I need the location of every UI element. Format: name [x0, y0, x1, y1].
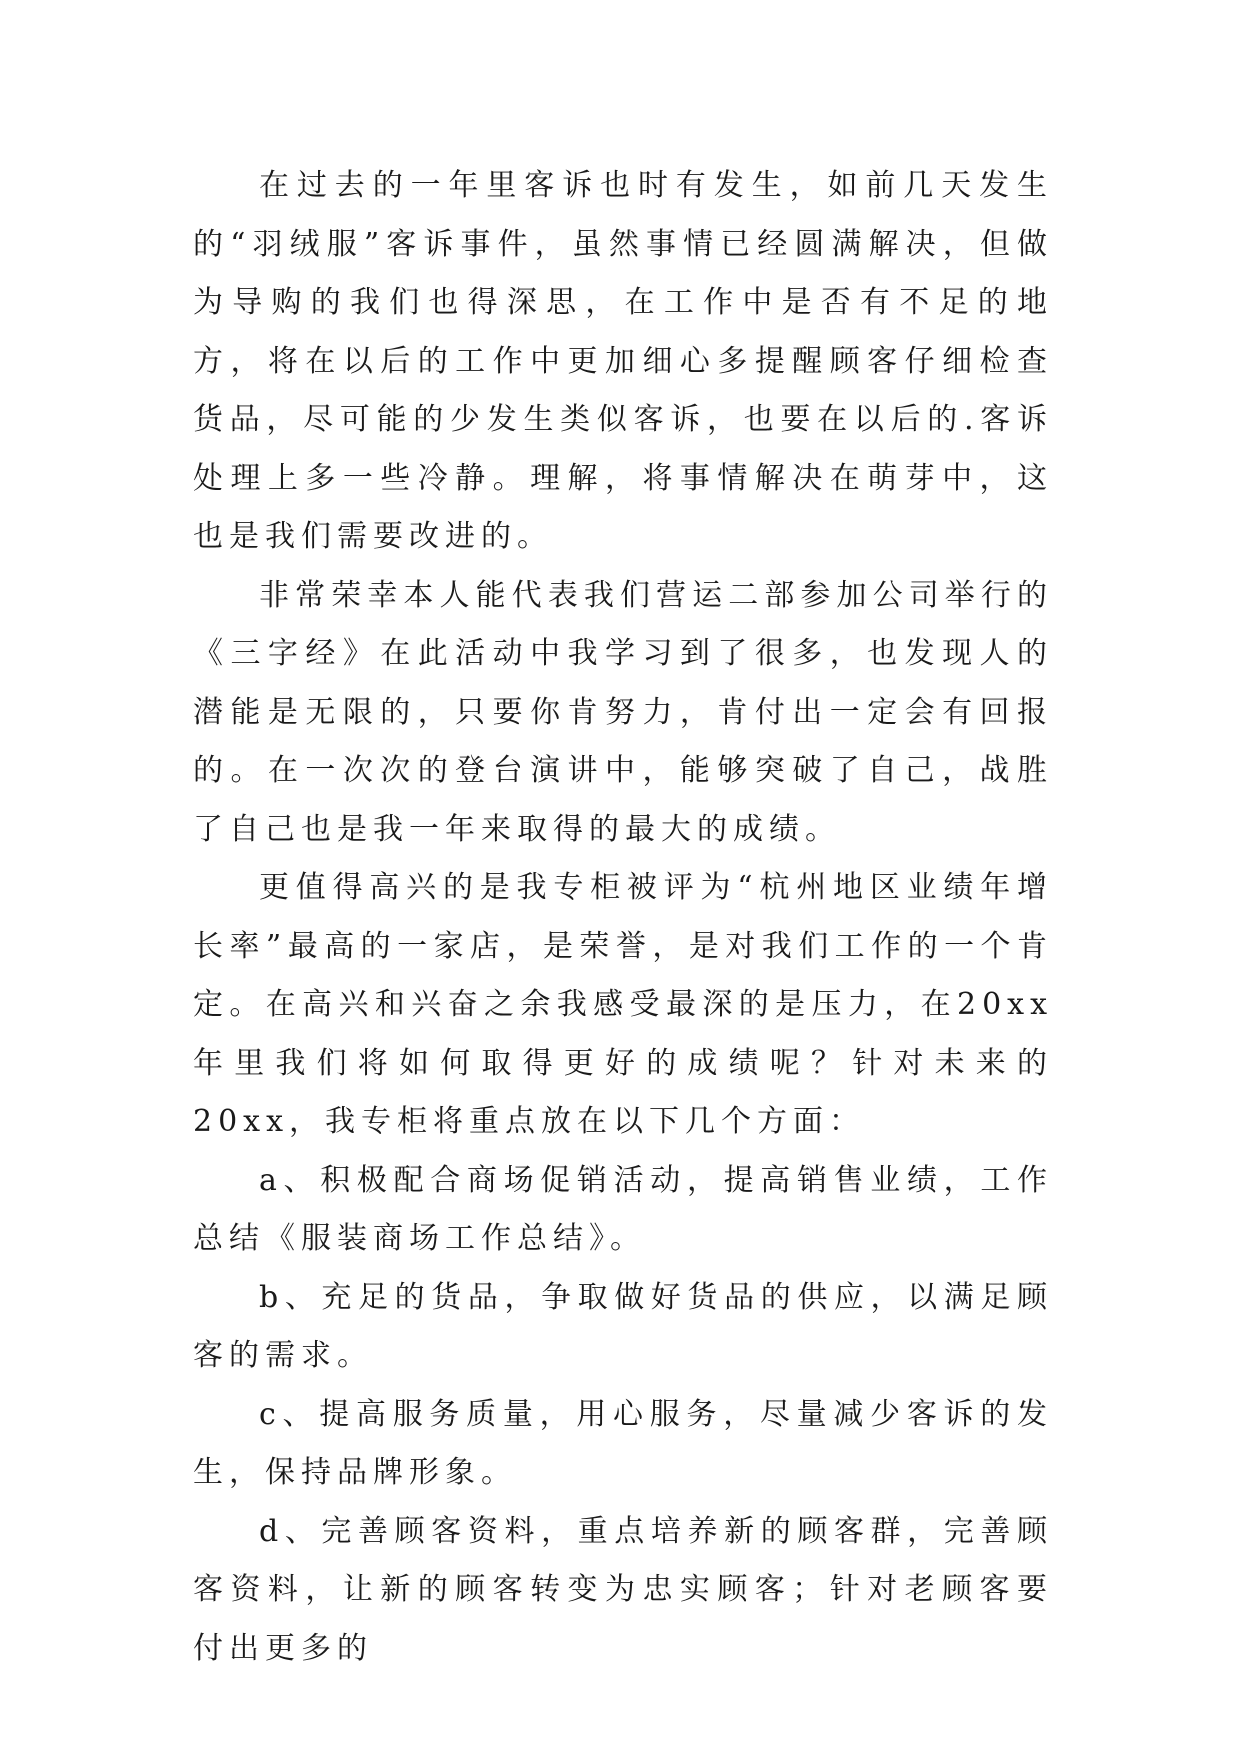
list-item-d: d、完善顾客资料，重点培养新的顾客群，完善顾客资料，让新的顾客转变为忠实顾客；针对老顾客要付出更多的 [193, 1513, 1053, 1666]
list-item-a: a、积极配合商场促销活动，提高销售业绩，工作总结《服装商场工作总结》。 [193, 1162, 1053, 1256]
paragraph-award: 更值得高兴的是我专柜被评为“杭州地区业绩年增长率”最高的一家店，是荣誉，是对我们工作的一个肯定。在高兴和兴奋之余我感受最深的是压力，在20xx年里我们将如何取得更好的成绩呢？针对未来的20xx，我专柜将重点放在以下几个方面： [193, 870, 1053, 1139]
paragraph-activity: 非常荣幸本人能代表我们营运二部参加公司举行的《三字经》在此活动中我学习到了很多，也发现人的潜能是无限的，只要你肯努力，肯付出一定会有回报的。在一次次的登台演讲中，能够突破了自己，战胜了自己也是我一年来取得的最大的成绩。 [193, 577, 1053, 847]
document-body [193, 157, 1053, 1678]
list-item-b: b、充足的货品，争取做好货品的供应，以满足顾客的需求。 [193, 1279, 1053, 1373]
list-item-c: c、提高服务质量，用心服务，尽量减少客诉的发生，保持品牌形象。 [193, 1396, 1053, 1490]
paragraph-complaints: 在过去的一年里客诉也时有发生，如前几天发生的“羽绒服”客诉事件，虽然事情已经圆满解决，但做为导购的我们也得深思，在工作中是否有不足的地方，将在以后的工作中更加细心多提醒顾客仔细检查货品，尽可能的少发生类似客诉，也要在以后的.客诉处理上多一些冷静。理解，将事情解决在萌芽中，这也是我们需要改进的。 [193, 168, 1053, 554]
